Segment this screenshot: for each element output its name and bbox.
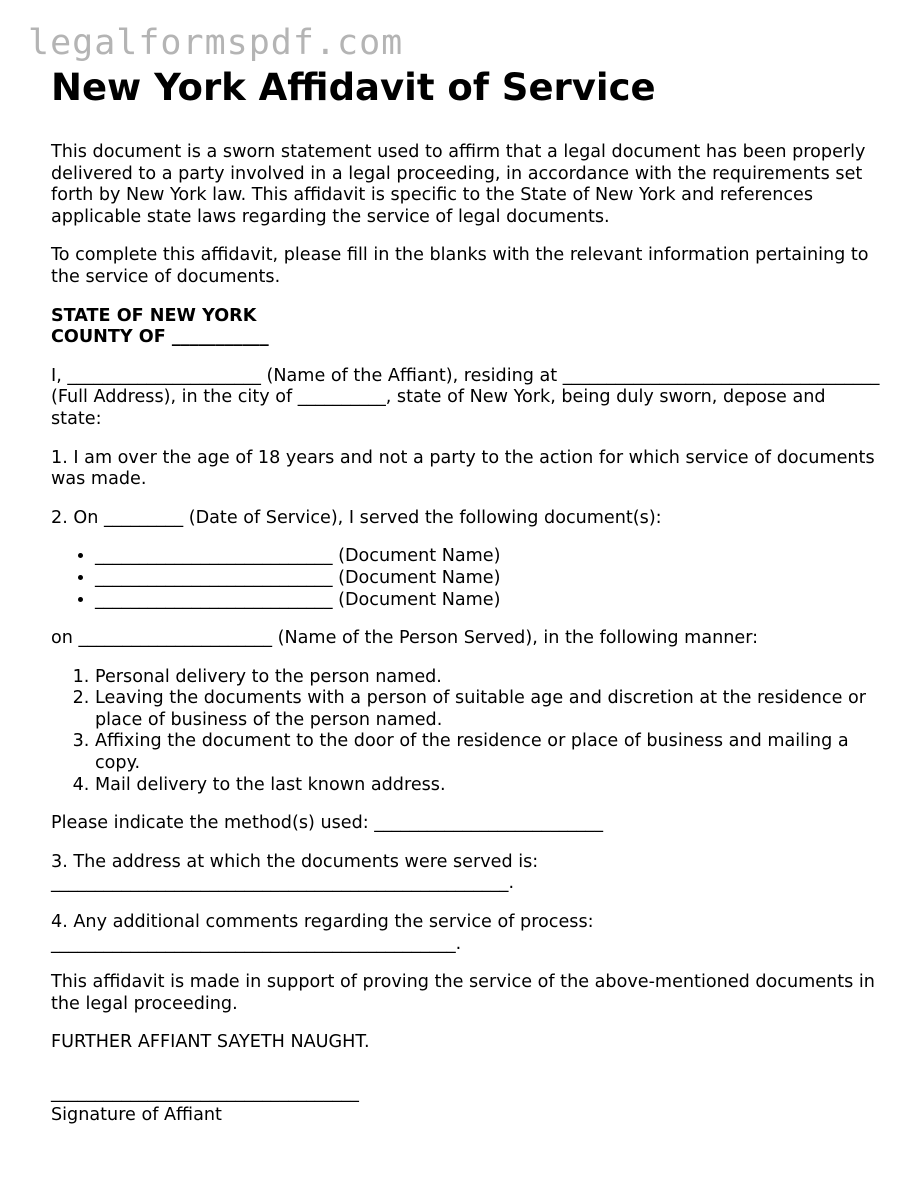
watermark: legalformspdf.com [28, 23, 404, 63]
statement-item-1: 1. I am over the age of 18 years and not a party to the action for which service of documents was made. [51, 447, 875, 490]
method-used-paragraph: Please indicate the method(s) used: __________________________ [51, 813, 603, 834]
method-list-item: 4. Mail delivery to the last known address. [95, 775, 881, 797]
venue-block [51, 306, 881, 349]
venue-state: STATE OF NEW YORK [51, 305, 257, 326]
document-page [51, 64, 881, 1143]
statement-item-4: 4. Any additional comments regarding the service of process: ______________________________________________. [51, 912, 594, 954]
signature-label: Signature of Affiant [51, 1104, 222, 1125]
page-title: New York Affidavit of Service [51, 66, 656, 109]
venue-county: COUNTY OF ___________ [51, 327, 269, 348]
statement-item-3: 3. The address at which the documents were served is: ____________________________________________________. [51, 851, 539, 894]
document-list-item: • ___________________________ (Document Name) [95, 568, 881, 590]
support-paragraph: This affidavit is made in support of proving the service of the above-mentioned documents in the legal proceeding. [51, 972, 875, 1014]
document-list-item: • ___________________________ (Document Name) [95, 590, 881, 612]
document-list-item: • ___________________________ (Document Name) [95, 546, 881, 568]
instructions-paragraph: To complete this affidavit, please fill in the blanks with the relevant information pertaining to the service of documents. [51, 245, 869, 287]
method-list-item: 3. Affixing the document to the door of the residence or place of business and mailing a copy. [95, 731, 881, 774]
service-methods-list [51, 667, 881, 797]
method-list-item: 1. Personal delivery to the person named. [95, 667, 881, 689]
served-person-paragraph: on ______________________ (Name of the Person Served), in the following manner: [51, 628, 759, 649]
affiant-paragraph: I, ______________________ (Name of the Affiant), residing at ____________________________________ (Full Address), in the city of __________, state of New York, being duly sworn, depose and state: [51, 365, 880, 429]
signature-block [51, 1083, 881, 1126]
method-list-item: 2. Leaving the documents with a person of suitable age and discretion at the residence or place of business of the person named. [95, 688, 881, 731]
signature-line: ___________________________________ [51, 1083, 359, 1103]
closing-statement: FURTHER AFFIANT SAYETH NAUGHT. [51, 1032, 370, 1053]
statement-item-2: 2. On _________ (Date of Service), I served the following document(s): [51, 507, 662, 528]
documents-list [51, 546, 881, 611]
intro-paragraph: This document is a sworn statement used to affirm that a legal document has been properly delivered to a party involved in a legal proceeding, in accordance with the requirements set forth by New York law. This affidavit is specific to the State of New York and references applicable state laws regarding the service of legal documents. [51, 142, 866, 227]
